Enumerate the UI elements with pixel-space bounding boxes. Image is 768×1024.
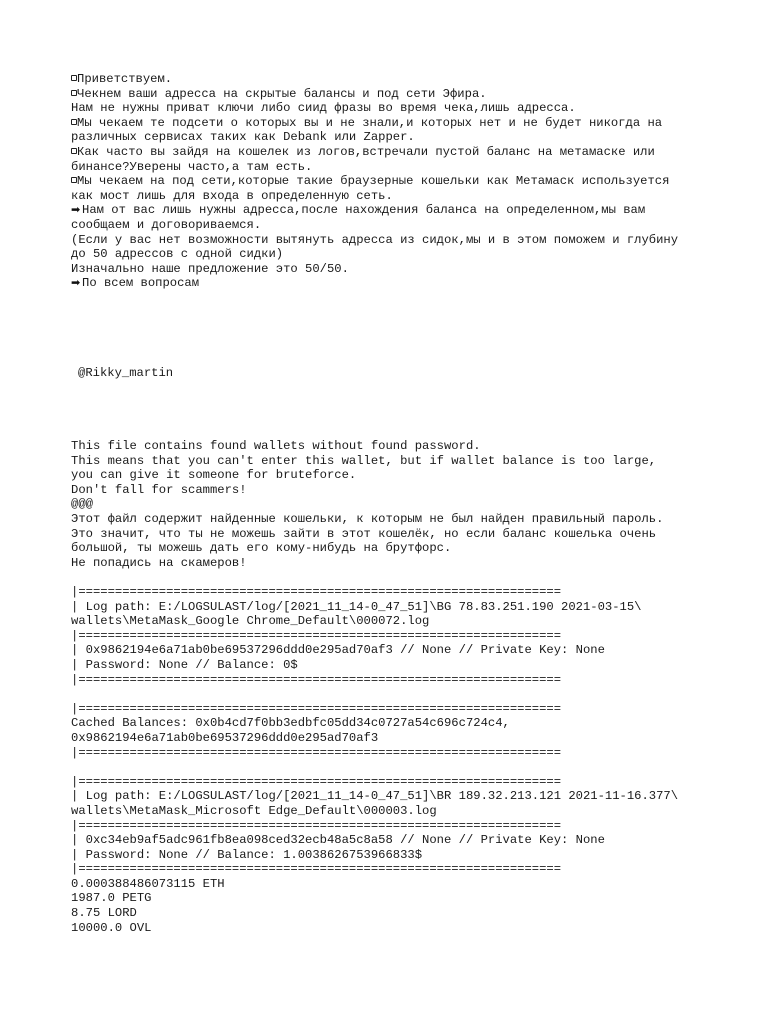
intro-line-text: сообщаем и договориваемся. [71,217,262,232]
log-line: 0.000388486073115 ETH [71,876,225,891]
log-line: 0x9862194e6a71ab0be69537296ddd0e295ad70af3 [71,730,379,745]
intro-line-text: Как часто вы зайдя на кошелек из логов,встречали пустой баланс на метамаске или [77,144,655,159]
intro-line-text: различных сервисах таких как Debank или Zapper. [71,130,415,145]
intro-line [71,116,678,131]
log-separator: |================================================================== [71,745,562,760]
log-separator: |================================================================== [71,774,562,789]
intro-line [71,174,678,189]
intro-line-text: Мы чекаем на под сети,которые такие браузерные кошельки как Метамаск используется [77,174,670,189]
intro-line [71,160,678,175]
intro-line-text: (Если у вас нет возможности вытянуть адресса из сидок,мы и в этом поможем и глубину [71,232,679,247]
log-line: 10000.0 OVL [71,920,152,935]
contact-handle: @Rikky_martin [78,366,174,380]
notice-line: Не попадись на скамеров! [71,555,247,570]
notice-line: This file contains found wallets without found password. [71,439,481,453]
intro-line-text: бинансе?Уверены часто,а там есть. [71,159,313,174]
intro-line-text: Нам от вас лишь нужны адресса,после нахождения баланса на определенном,мы вам [82,203,646,218]
notice-line: This means that you can't enter this wallet, but if wallet balance is too large, [71,453,657,468]
log-separator: |================================================================== [71,585,562,599]
intro-line-text: Мы чекаем те подсети о которых вы и не знали,и которых нет и не будет никогда на [77,115,663,130]
notice-line: @@@ [71,497,93,512]
log-separator: |================================================================== [71,701,562,716]
log-line: 1987.0 PETG [71,891,152,906]
intro-text-block [71,72,678,291]
log-separator: |================================================================== [71,818,562,833]
intro-line [71,87,678,102]
log-line: | 0xc34eb9af5adc961fb8ea098ced32ecb48a5c8a58 // None // Private Key: None [71,833,605,848]
notice-line: Этот файл содержит найденные кошельки, к которым не был найден правильный пароль. [71,511,664,526]
intro-line [71,262,678,277]
right-arrow-icon: ➡ [71,276,81,290]
log-line: wallets\MetaMask_Google Chrome_Default\000072.log [71,614,430,629]
log-line: 8.75 LORD [71,906,137,921]
intro-line [71,218,678,233]
intro-line [71,233,678,248]
log-line: | Log path: E:/LOGSULAST/log/[2021_11_14-0_47_51]\BR 189.32.213.121 2021-11-16.377\ [71,789,679,804]
intro-line-text: как мост лишь для входа в определенную сеть. [71,188,393,203]
intro-line-text: Нам не нужны приват ключи либо сиид фразы во время чека,лишь адресса. [71,101,576,116]
intro-line [71,189,678,204]
right-arrow-icon: ➡ [71,203,81,217]
intro-line-text: По всем вопросам [82,276,200,291]
log-line: | Log path: E:/LOGSULAST/log/[2021_11_14-0_47_51]\BG 78.83.251.190 2021-03-15\ [71,599,642,614]
log-line: | Password: None // Balance: 0$ [71,657,298,672]
intro-line-text: Приветствуем. [77,72,173,86]
log-line: wallets\MetaMask_Microsoft Edge_Default\000003.log [71,803,437,818]
intro-line [71,101,678,116]
log-line: | 0x9862194e6a71ab0be69537296ddd0e295ad70af3 // None // Private Key: None [71,643,605,658]
notice-line: Don't fall for scammers! [71,482,247,497]
notice-line: Это значит, что ты не можешь зайти в этот кошелёк, но если баланс кошелька очень [71,526,657,541]
intro-line [71,145,678,160]
intro-line [71,203,678,218]
intro-line-text: Чекнем ваши адресса на скрытые балансы и под сети Эфира. [77,86,487,101]
log-separator: |================================================================== [71,628,562,643]
intro-line-text: Изначально наше предложение это 50/50. [71,261,349,276]
notice-line: большой, ты можешь дать его кому-нибудь на брутфорс. [71,541,452,556]
log-line [71,687,678,702]
intro-line [71,130,678,145]
log-line: Cached Balances: 0x0b4cd7f0bb3edbfc05dd34c0727a54c696c724c4, [71,716,510,731]
intro-line [71,247,678,262]
log-separator: |================================================================== [71,862,562,877]
log-line: | Password: None // Balance: 1.0038626753966833$ [71,847,423,862]
notice-line: you can give it someone for bruteforce. [71,468,357,483]
log-separator: |================================================================== [71,672,562,687]
intro-line [71,72,678,87]
wallet-log-block [71,585,678,935]
intro-line [71,276,678,291]
notice-text-block [71,439,663,570]
intro-line-text: до 50 адрессов с одной сидки) [71,247,284,262]
log-line [71,760,678,775]
